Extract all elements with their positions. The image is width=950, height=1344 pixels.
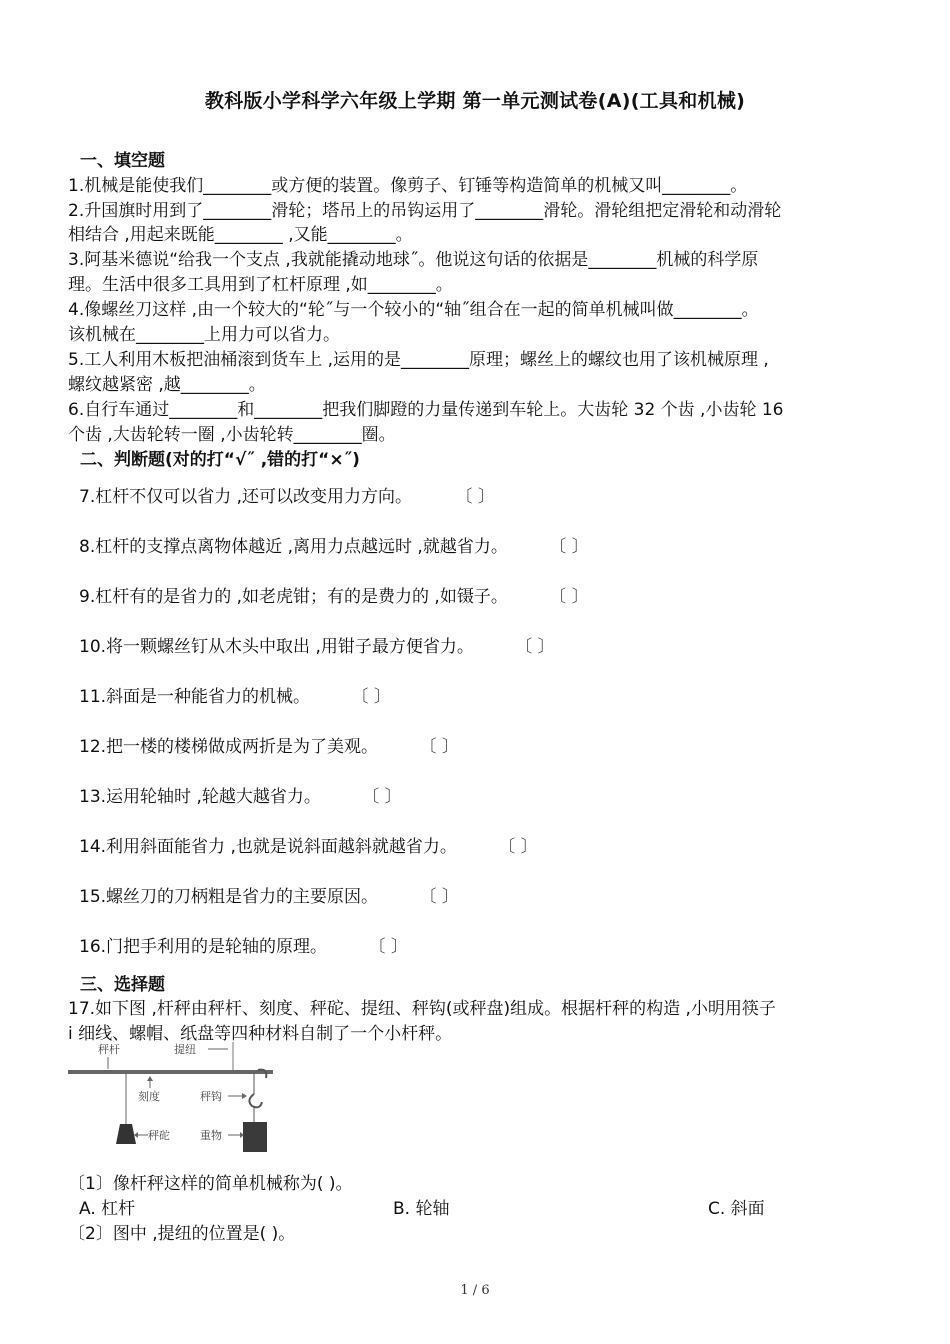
question-line: 4.像螺丝刀这样 ,由一个较大的“轮˝与一个较小的“轴˝组合在一起的简单机械叫做________。 xyxy=(68,300,759,320)
label-scale: 刻度 xyxy=(138,1090,160,1103)
answer-bracket[interactable]: 〔 〕 xyxy=(549,587,589,607)
question-line: 5.工人利用木板把油桶滚到货车上 ,运用的是________原理；螺丝上的螺纹也用了该机械原理 , xyxy=(68,350,769,370)
item-text: 10.将一颗螺丝钉从木头中取出 ,用钳子最方便省力。 xyxy=(79,637,474,657)
true-false-item xyxy=(79,835,899,860)
answer-bracket[interactable]: 〔 〕 xyxy=(498,837,538,857)
answer-bracket[interactable]: 〔 〕 xyxy=(455,487,495,507)
item-text: 15.螺丝刀的刀柄粗是省力的主要原因。 xyxy=(79,887,379,907)
section-heading-fill-in: 一、填空题 xyxy=(80,151,165,171)
item-text: 13.运用轮轴时 ,轮越大越省力。 xyxy=(79,787,321,807)
sub-question: 〔1〕像杆秤这样的简单机械称为( )。 xyxy=(68,1174,353,1194)
true-false-item xyxy=(79,585,899,610)
true-false-item xyxy=(79,785,899,810)
label-object: 重物 xyxy=(200,1129,222,1142)
true-false-item xyxy=(79,935,899,960)
answer-bracket[interactable]: 〔 〕 xyxy=(368,937,408,957)
option-a[interactable]: A. 杠杆 xyxy=(79,1199,136,1219)
section-heading-multiple-choice: 三、选择题 xyxy=(80,975,165,995)
true-false-item xyxy=(79,535,899,560)
question-line: 2.升国旗时用到了________滑轮；塔吊上的吊钩运用了________滑轮。滑轮组把定滑轮和动滑轮 xyxy=(68,201,782,221)
option-b[interactable]: B. 轮轴 xyxy=(393,1199,450,1219)
question-line: 1.机械是能使我们________或方便的装置。像剪子、钉锤等构造简单的机械又叫________。 xyxy=(68,176,748,196)
answer-bracket[interactable]: 〔 〕 xyxy=(515,637,555,657)
answer-bracket[interactable]: 〔 〕 xyxy=(362,787,402,807)
item-text: 12.把一楼的楼梯做成两折是为了美观。 xyxy=(79,737,379,757)
question-line: 该机械在________上用力可以省力。 xyxy=(68,325,340,345)
question-line: 3.阿基米德说“给我一个支点 ,我就能撬动地球˝。他说这句话的依据是________机械的科学原 xyxy=(68,250,759,270)
label-hook: 秤钩 xyxy=(200,1090,222,1103)
question-line: i 细线、螺帽、纸盘等四种材料自制了一个小杆秤。 xyxy=(68,1024,453,1044)
label-rod: 秤杆 xyxy=(98,1043,120,1056)
true-false-item xyxy=(79,485,899,510)
question-line: 17.如下图 ,杆秤由秤杆、刻度、秤砣、提纽、秤钩(或秤盘)组成。根据杆秤的构造 ,小明用筷子 xyxy=(68,999,776,1019)
counterweight xyxy=(116,1124,136,1144)
item-text: 7.杠杆不仅可以省力 ,还可以改变用力方向。 xyxy=(79,487,413,507)
question-line: 个齿 ,大齿轮转一圈 ,小齿轮转________圈。 xyxy=(68,425,396,445)
option-c[interactable]: C. 斜面 xyxy=(708,1199,765,1219)
page-title: 教科版小学科学六年级上学期 第一单元测试卷(A)(工具和机械) xyxy=(204,90,746,112)
true-false-item xyxy=(79,635,899,660)
item-text: 16.门把手利用的是轮轴的原理。 xyxy=(79,937,328,957)
item-text: 14.利用斜面能省力 ,也就是说斜面越斜就越省力。 xyxy=(79,837,457,857)
true-false-item xyxy=(79,735,899,760)
label-weight: 秤砣 xyxy=(148,1129,170,1142)
item-text: 8.杠杆的支撑点离物体越近 ,离用力点越远时 ,就越省力。 xyxy=(79,537,508,557)
page-number: 1 / 6 xyxy=(460,1283,490,1298)
answer-bracket[interactable]: 〔 〕 xyxy=(549,537,589,557)
steelyard-rod xyxy=(68,1070,273,1074)
true-false-item xyxy=(79,685,899,710)
steelyard-figure xyxy=(68,1040,278,1156)
section-heading-true-false: 二、判断题(对的打“√˝ ,错的打“×˝) xyxy=(80,450,360,470)
item-text: 9.杠杆有的是省力的 ,如老虎钳；有的是费力的 ,如镊子。 xyxy=(79,587,508,607)
question-line: 理。生活中很多工具用到了杠杆原理 ,如________。 xyxy=(68,275,453,295)
weighted-object xyxy=(243,1122,267,1152)
question-line: 相结合 ,用起来既能________ ,又能________。 xyxy=(68,225,413,245)
question-line: 6.自行车通过________和________把我们脚蹬的力量传递到车轮上。大齿轮 32 个齿 ,小齿轮 16 xyxy=(68,400,784,420)
item-text: 11.斜面是一种能省力的机械。 xyxy=(79,687,311,707)
label-knob: 提纽 xyxy=(174,1043,196,1056)
answer-bracket[interactable]: 〔 〕 xyxy=(419,737,459,757)
answer-bracket[interactable]: 〔 〕 xyxy=(419,887,459,907)
answer-bracket[interactable]: 〔 〕 xyxy=(351,687,391,707)
sub-question: 〔2〕图中 ,提纽的位置是( )。 xyxy=(68,1224,296,1244)
true-false-item xyxy=(79,885,899,910)
question-line: 螺纹越紧密 ,越________。 xyxy=(68,375,266,395)
